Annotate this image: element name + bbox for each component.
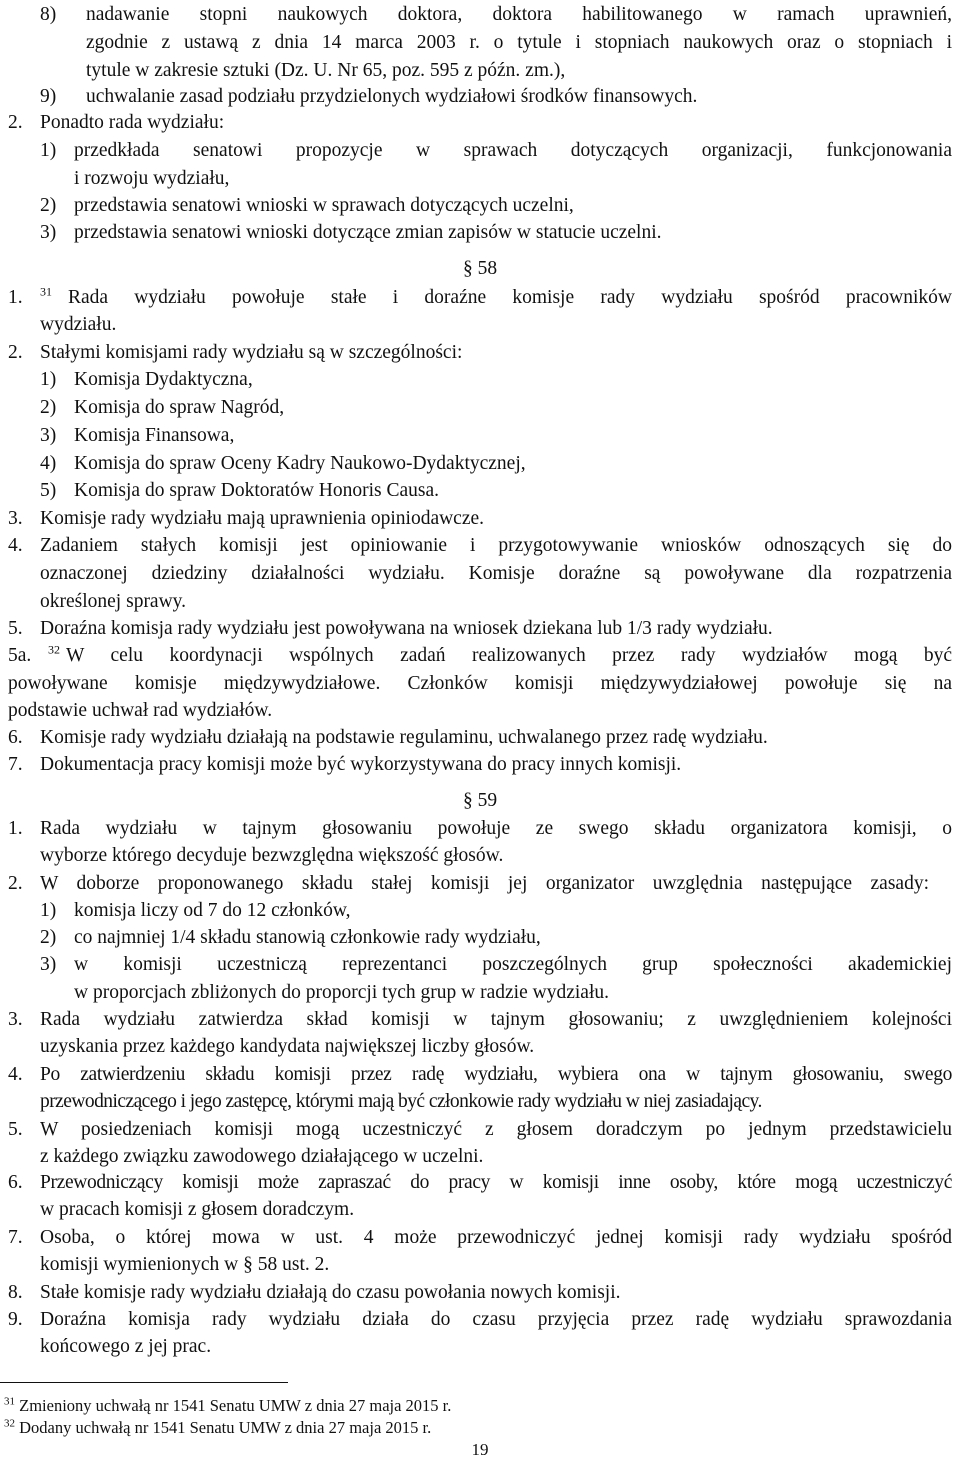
text-line: Komisja Dydaktyczna,: [74, 369, 253, 390]
text-line: uzyskania przez każdego kandydata największej liczby głosów.: [40, 1036, 535, 1057]
footnote-mark: 31: [4, 1395, 15, 1408]
item-number: 2): [40, 927, 57, 948]
text-line: z każdego związku zawodowego działającego w uczelni.: [40, 1146, 484, 1167]
item-number: 1): [40, 369, 57, 390]
text-line: Zadaniem stałych komisji jest opiniowanie i przygotowywanie wniosków odnoszących się do: [40, 535, 952, 556]
text-line: Osoba, o której mowa w ust. 4 może przewodniczyć jednej komisji rady wydziału spośród: [40, 1227, 952, 1248]
item-number: 5.: [8, 618, 23, 639]
text-line: Rada wydziału powołuje stałe i doraźne komisje rady wydziału spośród pracowników: [68, 287, 952, 308]
item-number: 2): [40, 397, 57, 418]
text-line: W celu koordynacji wspólnych zadań realizowanych przez rady wydziałów mogą być: [66, 645, 952, 666]
text-line: Komisje rady wydziału mają uprawnienia opiniodawcze.: [40, 508, 485, 529]
text-line: Po zatwierdzeniu składu komisji przez radę wydziału, wybiera ona w tajnym głosowaniu, swego: [40, 1064, 952, 1085]
text-line: w proporcjach zbliżonych do proporcji tych grup w radzie wydziału.: [74, 982, 609, 1003]
text-line: Komisja do spraw Oceny Kadry Naukowo-Dydaktycznej,: [74, 453, 526, 474]
item-number: 3.: [8, 1009, 23, 1030]
item-number: 2.: [8, 112, 23, 133]
item-number: 2): [40, 195, 57, 216]
section-heading: § 59: [462, 790, 498, 811]
text-line: wyborze którego decyduje bezwzględna większość głosów.: [40, 845, 504, 866]
text-line: Komisja do spraw Nagród,: [74, 397, 285, 418]
footnote-mark: 32: [48, 642, 60, 657]
text-line: oznaczonej dziedziny działalności wydziału. Komisje doraźne są powoływane dla rozpatrzenia: [40, 563, 952, 584]
item-number: 1.: [8, 287, 23, 308]
text-line: komisji wymienionych w § 58 ust. 2.: [40, 1254, 330, 1275]
footnote-mark: 31: [40, 284, 52, 299]
item-number: 2.: [8, 342, 23, 363]
page-number: 19: [471, 1440, 489, 1459]
text-line: w komisji uczestniczą reprezentanci poszczególnych grup społeczności akademickiej: [74, 954, 952, 975]
text-line: Komisje rady wydziału działają na podstawie regulaminu, uchwalanego przez radę wydziału.: [40, 727, 768, 748]
footnote: [4, 1418, 431, 1438]
footnote-text: Dodany uchwałą nr 1541 Senatu UMW z dnia 27 maja 2015 r.: [19, 1418, 432, 1437]
footnote-ref: [40, 285, 52, 311]
item-number: 9): [40, 86, 57, 107]
text-line: podstawie uchwał rad wydziałów.: [8, 700, 273, 721]
text-line: przedkłada senatowi propozycje w sprawach dotyczących organizacji, funkcjonowania: [74, 140, 952, 161]
item-number: 4.: [8, 535, 23, 556]
section-heading: § 58: [462, 258, 498, 279]
item-number: 4.: [8, 1064, 23, 1085]
item-number: 3.: [8, 508, 23, 529]
footnote-mark: 32: [4, 1417, 15, 1430]
text-line: uchwalanie zasad podziału przydzielonych wydziałowi środków finansowych.: [86, 86, 698, 107]
footnote-ref: [48, 643, 60, 669]
text-line: Ponadto rada wydziału:: [40, 112, 225, 133]
item-number: 1): [40, 140, 57, 161]
item-number: 2.: [8, 873, 23, 894]
text-line: końcowego z jej prac.: [40, 1336, 212, 1357]
text-line: Rada wydziału w tajnym głosowaniu powołuje ze swego składu organizatora komisji, o: [40, 818, 952, 839]
text-line: tytule w zakresie sztuki (Dz. U. Nr 65, poz. 595 z późn. zm.),: [86, 60, 566, 81]
text-line: Rada wydziału zatwierdza skład komisji w tajnym głosowaniu; z uwzględnieniem kolejności: [40, 1009, 952, 1030]
text-line: zgodnie z ustawą z dnia 14 marca 2003 r. o tytule i stopniach naukowych oraz o stopniach i: [86, 32, 952, 53]
text-line: Przewodniczący komisji może zapraszać do pracy w komisji inne osoby, które mogą uczestniczyć: [40, 1172, 952, 1193]
footnote: [4, 1396, 451, 1416]
item-number: 5a.: [8, 645, 32, 666]
text-line: Komisja Finansowa,: [74, 425, 235, 446]
text-line: i rozwoju wydziału,: [74, 168, 230, 189]
item-number: 7.: [8, 754, 23, 775]
item-number: 5): [40, 480, 57, 501]
text-line: Stałymi komisjami rady wydziału są w szczególności:: [40, 342, 463, 363]
item-number: 1): [40, 900, 57, 921]
text-line: Doraźna komisja rady wydziału działa do czasu przyjęcia przez radę wydziału sprawozdania: [40, 1309, 952, 1330]
text-line: powoływane komisje międzywydziałowe. Członków komisji międzywydziałowej powołuje się na: [8, 673, 952, 694]
text-line: Stałe komisje rady wydziału działają do czasu powołania nowych komisji.: [40, 1282, 621, 1303]
text-line: w pracach komisji z głosem doradczym.: [40, 1199, 355, 1220]
item-number: 8.: [8, 1282, 23, 1303]
item-number: 3): [40, 425, 57, 446]
text-line: W doborze proponowanego składu stałej komisji jej organizator uwzględnia następujące zasady:: [40, 873, 929, 894]
text-line: W posiedzeniach komisji mogą uczestniczyć z głosem doradczym po jednym przedstawicielu: [40, 1119, 952, 1140]
footnote-separator: [0, 1382, 288, 1383]
item-number: 5.: [8, 1119, 23, 1140]
text-line: przedstawia senatowi wnioski w sprawach dotyczących uczelni,: [74, 195, 574, 216]
item-number: 9.: [8, 1309, 23, 1330]
text-line: Dokumentacja pracy komisji może być wykorzystywana do pracy innych komisji.: [40, 754, 682, 775]
text-line: co najmniej 1/4 składu stanowią członkowie rady wydziału,: [74, 927, 541, 948]
item-number: 6.: [8, 1172, 23, 1193]
text-line: określonej sprawy.: [40, 591, 187, 612]
item-number: 1.: [8, 818, 23, 839]
item-number: 8): [40, 4, 57, 25]
footnote-text: Zmieniony uchwałą nr 1541 Senatu UMW z dnia 27 maja 2015 r.: [19, 1396, 452, 1415]
item-number: 4): [40, 453, 57, 474]
text-line: przewodniczącego i jego zastępcę, którymi mają być członkowie rady wydziału w niej zasiadający.: [40, 1091, 762, 1112]
text-line: komisja liczy od 7 do 12 członków,: [74, 900, 351, 921]
item-number: 3): [40, 222, 57, 243]
text-line: nadawanie stopni naukowych doktora, doktora habilitowanego w ramach uprawnień,: [86, 4, 952, 25]
text-line: przedstawia senatowi wnioski dotyczące zmian zapisów w statucie uczelni.: [74, 222, 662, 243]
item-number: 3): [40, 954, 57, 975]
text-line: Doraźna komisja rady wydziału jest powoływana na wniosek dziekana lub 1/3 rady wydziału.: [40, 618, 773, 639]
item-number: 7.: [8, 1227, 23, 1248]
text-line: wydziału.: [40, 314, 117, 335]
item-number: 6.: [8, 727, 23, 748]
text-line: Komisja do spraw Doktoratów Honoris Causa.: [74, 480, 440, 501]
